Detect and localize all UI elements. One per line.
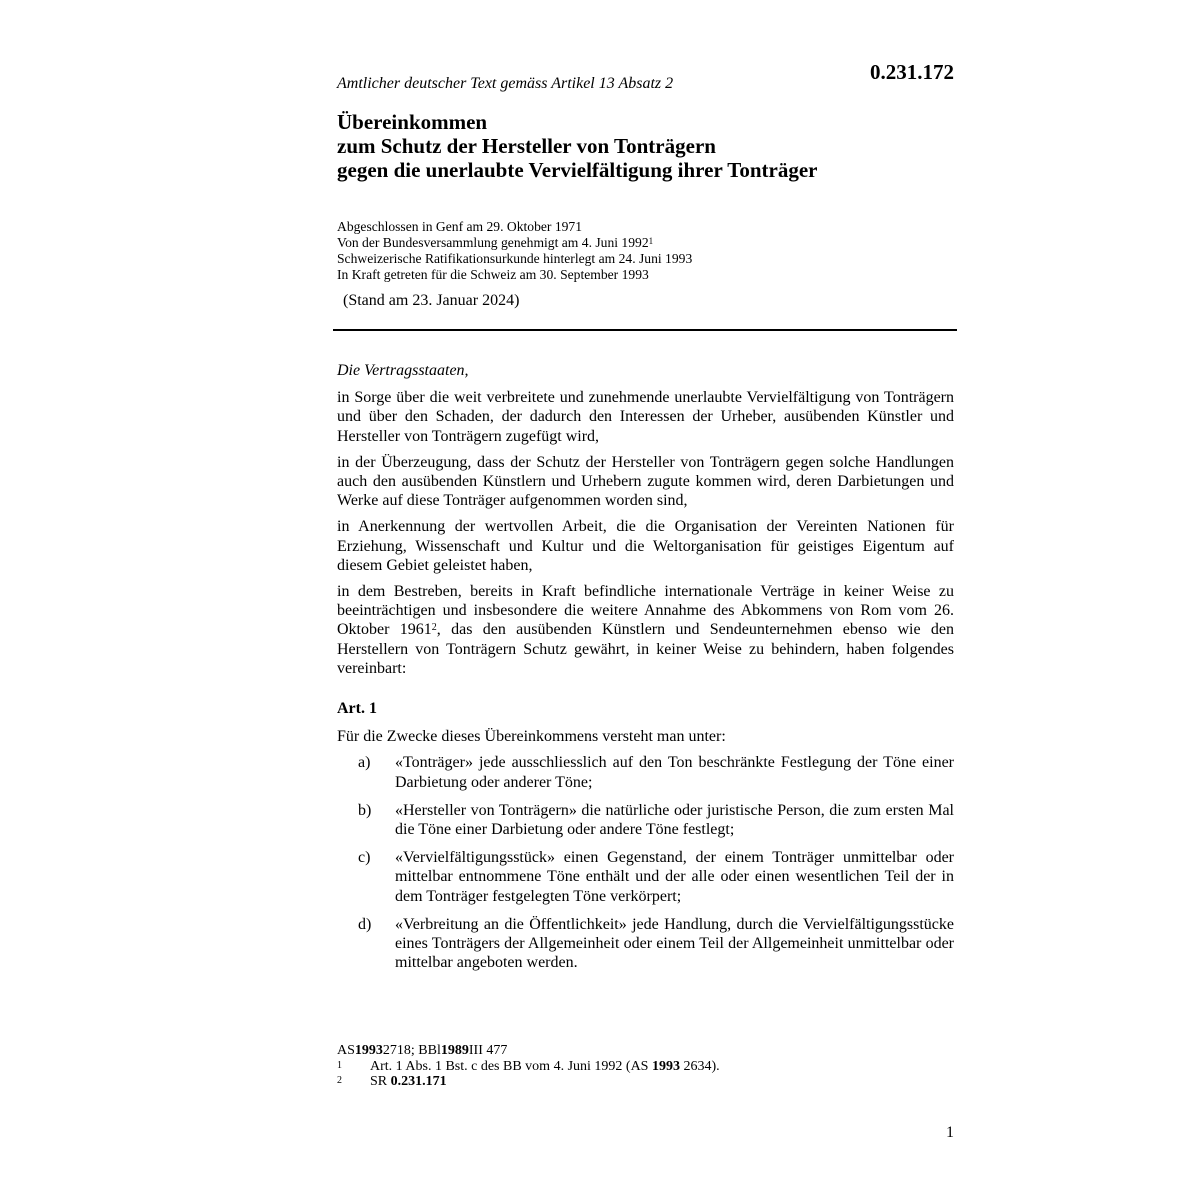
source-year: 1989: [440, 1043, 469, 1058]
list-item: [337, 801, 954, 839]
footnote-ref-1[interactable]: 1: [648, 236, 654, 246]
footnote-text-part: SR: [370, 1074, 391, 1089]
list-item-text: «Verbreitung an die Öffentlichkeit» jede Handlung, durch die Vervielfältigungsstücke eines Tonträgers der Allgemeinheit oder einem Teil der Allgemeinheit unmittelbar oder mittelbar angeboten werden.: [395, 915, 954, 972]
footnotes: [337, 1043, 720, 1090]
preamble-paragraph: in der Überzeugung, dass der Schutz der Hersteller von Tonträgern gegen solche Handlungen auch den ausübenden Künstlern und Urhebern zugute kommen wird, deren Darbietungen und Werke auf diese Tonträger aufgenommen worden sind,: [337, 453, 954, 510]
article-heading: Art. 1: [337, 700, 377, 718]
preamble-lead: Die Vertragsstaaten,: [337, 362, 469, 379]
list-item: [337, 753, 954, 791]
list-item: [337, 848, 954, 906]
title-line-3: gegen die unerlaubte Vervielfältigung ihrer Tonträger: [337, 158, 818, 182]
meta-concluded: Abgeschlossen in Genf am 29. Oktober 1971: [337, 219, 583, 234]
preamble-p4-text-2: , das den ausübenden Künstlern und Sendeunternehmen ebenso wie den Herstellern von Tonträgern Schutz gewährt, in keiner Weise zu behindern, haben folgendes vereinbart:: [337, 621, 954, 677]
list-item-text: «Tonträger» jede ausschliesslich auf den Ton beschränkte Festlegung der Töne einer Darbietung oder anderer Töne;: [395, 754, 954, 791]
footnote-ref-2[interactable]: 2: [431, 622, 437, 634]
meta-ratification: Schweizerische Ratifikationsurkunde hinterlegt am 24. Juni 1993: [337, 251, 693, 266]
source-text: III 477: [468, 1043, 508, 1058]
list-item: [337, 915, 954, 973]
preamble-paragraph: in Anerkennung der wertvollen Arbeit, die die Organisation der Vereinten Nationen für Erziehung, Wissenschaft und Kultur und die Weltorganisation für geistiges Eigentum auf diesem Gebiet geleistet haben,: [337, 518, 954, 574]
footnote-sr-link[interactable]: 0.231.171: [390, 1074, 447, 1089]
title-line-2: zum Schutz der Hersteller von Tonträgern: [337, 134, 716, 158]
list-item-text: «Vervielfältigungsstück» einen Gegenstand, der einem Tonträger unmittelbar oder mittelbar entnommene Töne enthält und der alle oder einen wesentlichen Teil der in dem Tonträger festgelegten Töne verkörpert;: [395, 849, 954, 905]
list-item-label: c): [358, 849, 371, 867]
source-year: 1993: [354, 1043, 383, 1058]
footnote-text-part: Art. 1 Abs. 1 Bst. c des BB vom 4. Juni 1992 (AS: [370, 1058, 652, 1074]
status-date: (Stand am 23. Januar 2024): [343, 292, 520, 309]
sr-number: 0.231.172: [870, 60, 954, 84]
list-item-text: «Hersteller von Tonträgern» die natürliche oder juristische Person, die zum ersten Mal die Töne einer Darbietung oder andere Töne festlegt;: [395, 801, 954, 839]
list-item-label: d): [358, 915, 372, 933]
document-title: [337, 110, 817, 182]
source-reference: [337, 1043, 720, 1059]
list-item-label: a): [358, 754, 371, 772]
footnote-text-part: 2634).: [679, 1058, 720, 1074]
meta-approved-text: Von der Bundesversammlung genehmigt am 4. Juni 1992: [337, 235, 649, 250]
article-intro: Für die Zwecke dieses Übereinkommens versteht man unter:: [337, 728, 726, 746]
footnote-2: [337, 1074, 720, 1090]
treaty-metadata: [337, 219, 692, 283]
footnote-1: [337, 1059, 720, 1075]
preamble-paragraph: in Sorge über die weit verbreitete und zunehmende unerlaubte Vervielfältigung von Tonträgern und über den Schaden, der dadurch den Interessen der Urheber, ausübenden Künstler und Hersteller von Tonträgern zugefügt wird,: [337, 389, 954, 445]
source-text: 2718; BBl: [382, 1043, 441, 1058]
meta-approved: [337, 235, 692, 251]
document-body: [337, 361, 954, 981]
footnote-year: 1993: [651, 1058, 680, 1074]
preamble-p4-text-1: in dem Bestreben, bereits in Kraft befindliche internationale Verträge in keiner Weise zu beeinträchtigen und insbesondere die weitere Annahme des Abkommens von Rom vom 26. Oktober 1961: [337, 583, 954, 639]
footnote-number: 2: [337, 1075, 342, 1086]
meta-in-force: In Kraft getreten für die Schweiz am 30. September 1993: [337, 267, 649, 282]
footnote-number: 1: [337, 1059, 342, 1071]
preamble-paragraph: [337, 582, 954, 678]
title-line-1: Übereinkommen: [337, 110, 488, 134]
page-number: 1: [946, 1124, 954, 1141]
official-text-note: Amtlicher deutscher Text gemäss Artikel 13 Absatz 2: [337, 75, 674, 92]
list-item-label: b): [358, 801, 372, 819]
source-text: AS: [337, 1043, 355, 1058]
footnote-text: [370, 1059, 720, 1075]
footnote-text: [370, 1074, 447, 1090]
header-divider: [333, 329, 957, 331]
